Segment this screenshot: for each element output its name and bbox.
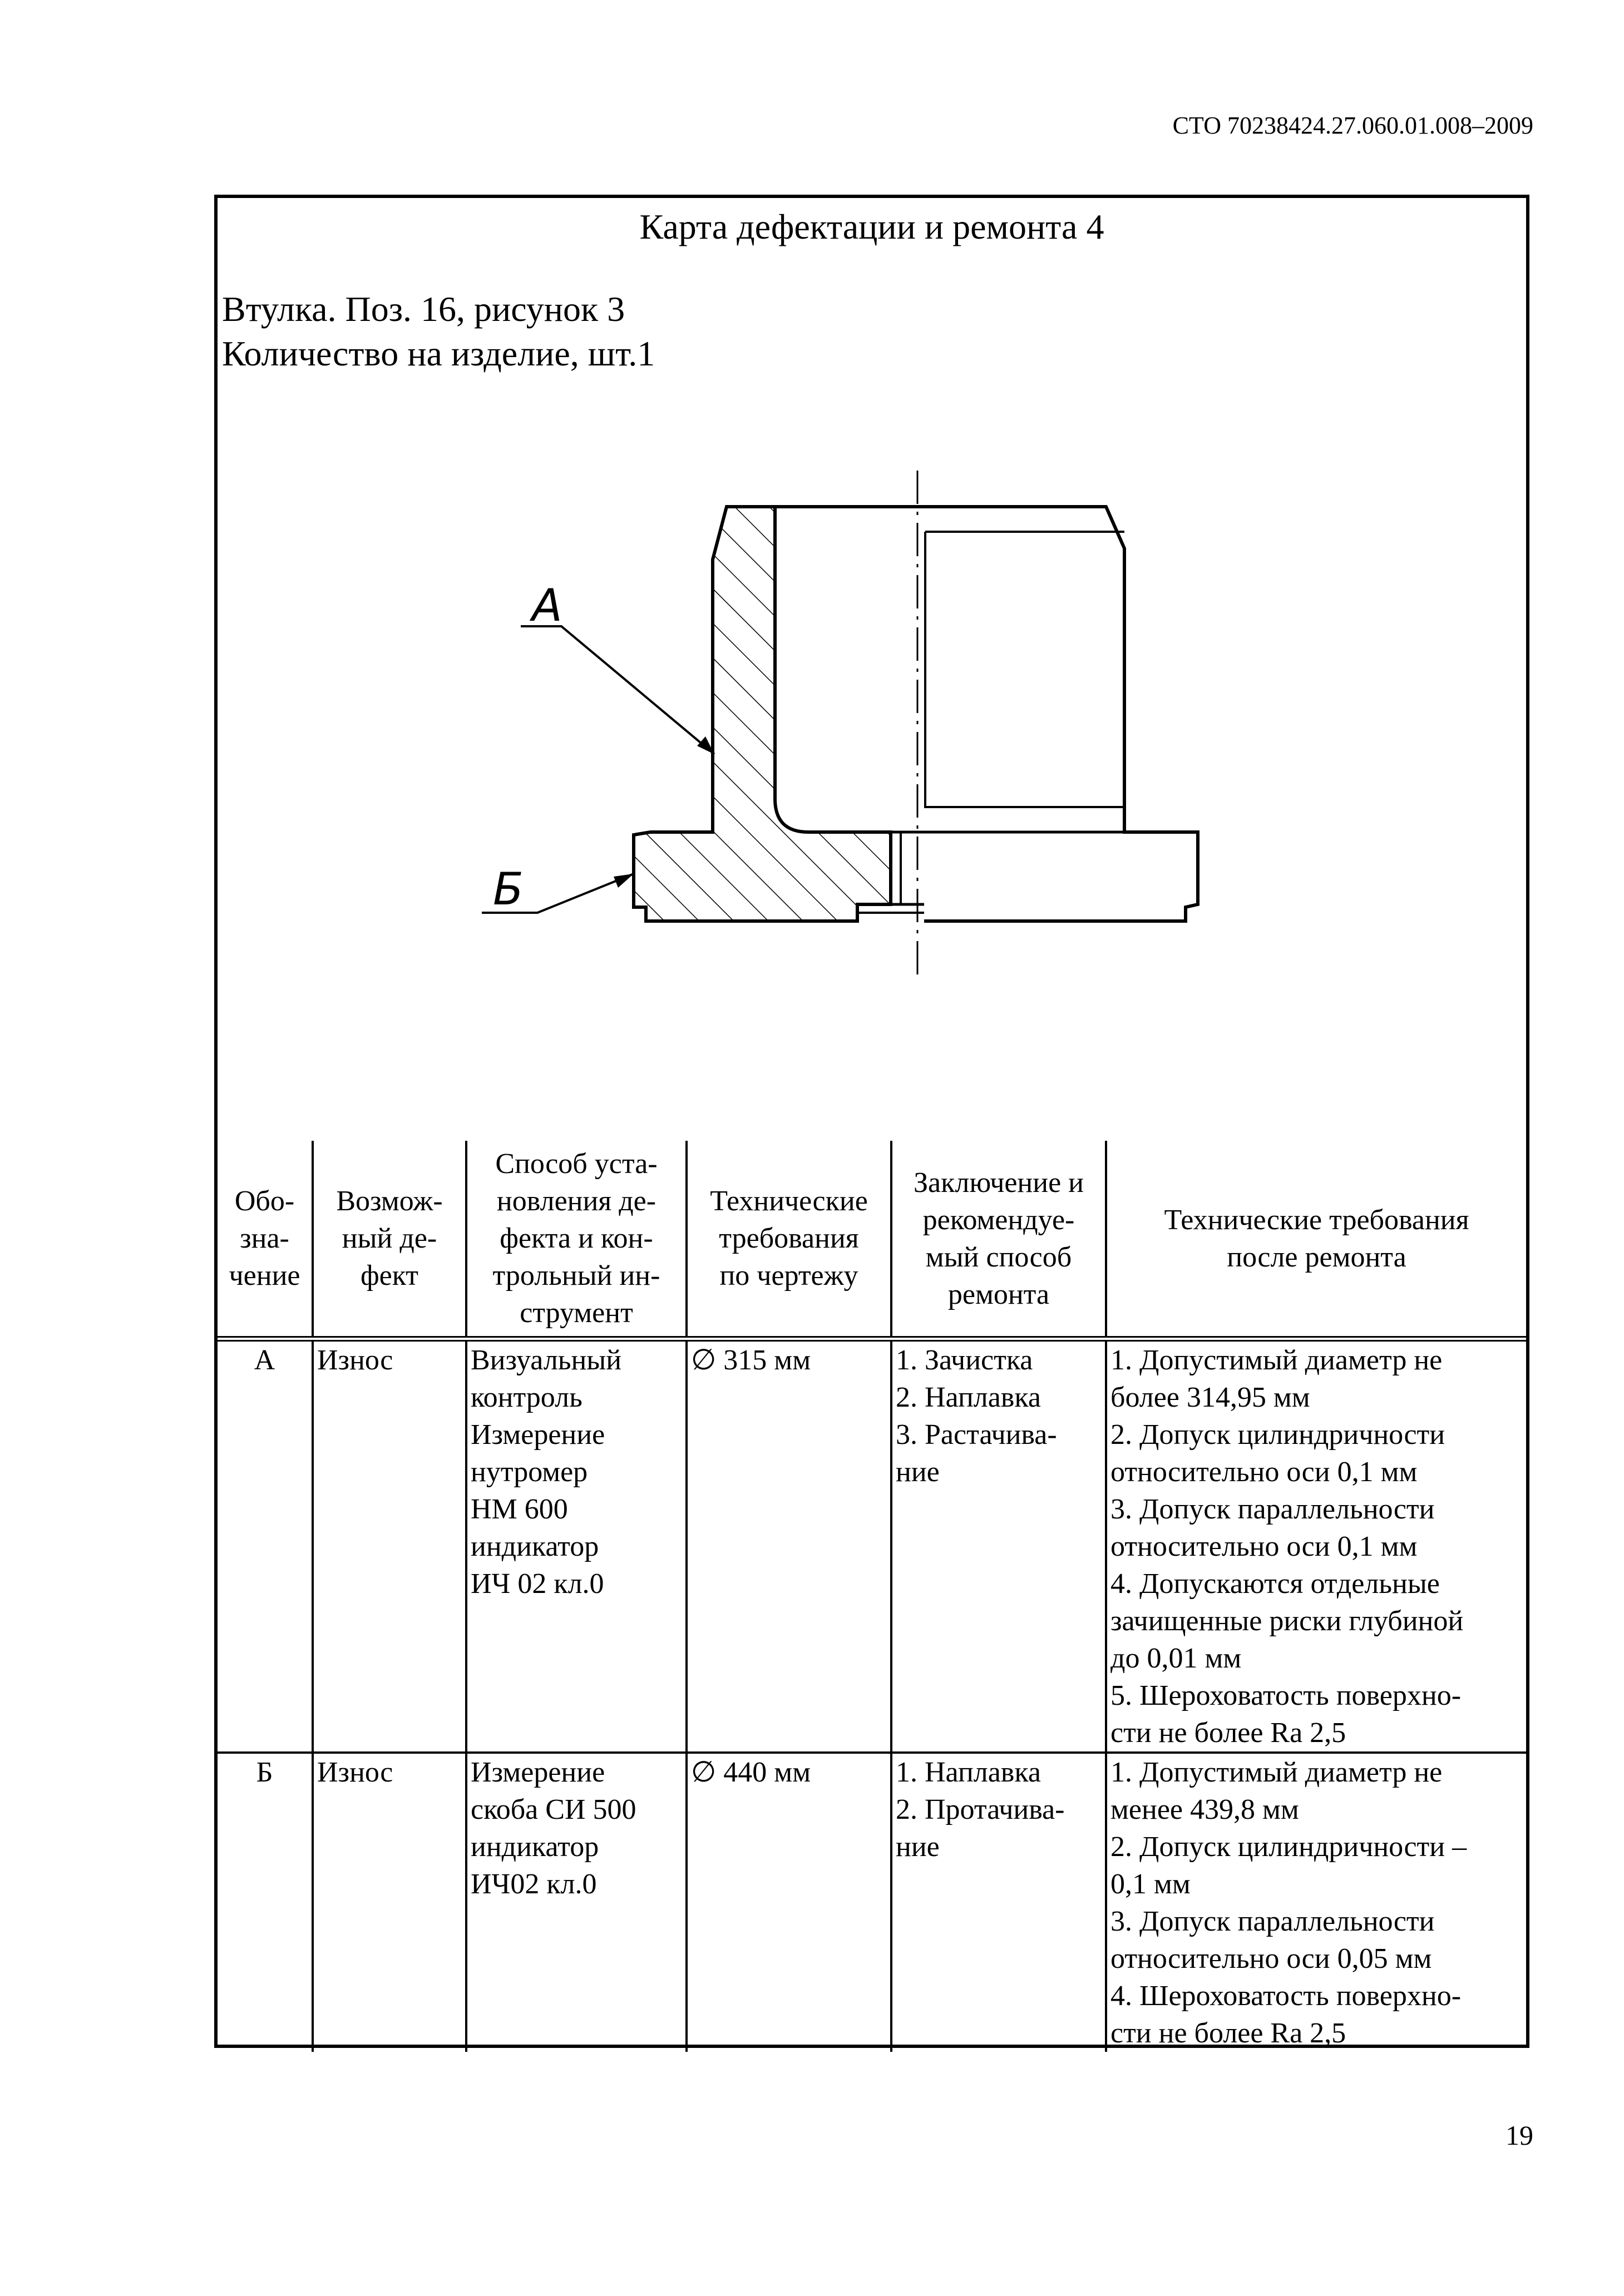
card-title: Карта дефектации и ремонта 4 — [639, 207, 1104, 246]
cell-after-repair: 1. Допустимый диаметр не менее 439,8 мм 2. Допуск цилиндричности – 0,1 мм 3. Допуск параллельности относительно оси 0,05 мм 4. Шероховатость поверхно- сти не более Ra 2,5 — [1106, 1753, 1526, 2052]
cell-drawing-req: ∅ 315 мм — [687, 1339, 891, 1753]
header-after-repair: Технические требования после ремонта — [1106, 1141, 1526, 1339]
header-designation: Обо- зна- чение — [218, 1141, 313, 1339]
cell-method: Измерение скоба СИ 500 индикатор ИЧ02 кл.0 — [466, 1753, 687, 2052]
cell-recommendation: 1. Зачистка 2. Наплавка 3. Растачива- ние — [891, 1339, 1106, 1753]
page-number: 19 — [1505, 2120, 1533, 2151]
section-hatch — [634, 507, 891, 921]
defect-card-frame — [214, 195, 1529, 2048]
cell-defect: Износ — [313, 1339, 466, 1753]
table-row — [218, 1339, 1526, 1753]
header-recommendation: Заключение и рекомендуе- мый способ ремонта — [891, 1141, 1106, 1339]
quantity-line: Количество на изделие, шт.1 — [222, 334, 655, 373]
document-code: СТО 70238424.27.060.01.008–2009 — [1172, 112, 1533, 139]
label-a: А — [532, 580, 562, 631]
cell-designation: А — [218, 1339, 313, 1753]
label-b: Б — [493, 863, 524, 915]
cell-drawing-req: ∅ 440 мм — [687, 1753, 891, 2052]
cell-recommendation: 1. Наплавка 2. Протачива- ние — [891, 1753, 1106, 2052]
table-row — [218, 1753, 1526, 2052]
defect-table — [218, 1141, 1526, 2052]
cell-method: Визуальный контроль Измерение нутромер НМ 600 индикатор ИЧ 02 кл.0 — [466, 1339, 687, 1753]
part-line: Втулка. Поз. 16, рисунок 3 — [222, 289, 625, 329]
header-defect: Возмож- ный де- фект — [313, 1141, 466, 1339]
header-drawing-req: Технические требования по чертежу — [687, 1141, 891, 1339]
cell-after-repair: 1. Допустимый диаметр не более 314,95 мм 2. Допуск цилиндричности относительно оси 0,1 мм 3. Допуск параллельности относительно оси 0,1 мм 4. Допускаются отдельные зачищенные риски глубиной до 0,01 мм 5. Шероховатость поверхно- сти не более Ra 2,5 — [1106, 1339, 1526, 1753]
header-method: Способ уста- новления де- фекта и кон- трольный ин- струмент — [466, 1141, 687, 1339]
table-header-row — [218, 1141, 1526, 1339]
bushing-drawing — [218, 198, 1526, 1144]
cell-designation: Б — [218, 1753, 313, 2052]
cell-defect: Износ — [313, 1753, 466, 2052]
